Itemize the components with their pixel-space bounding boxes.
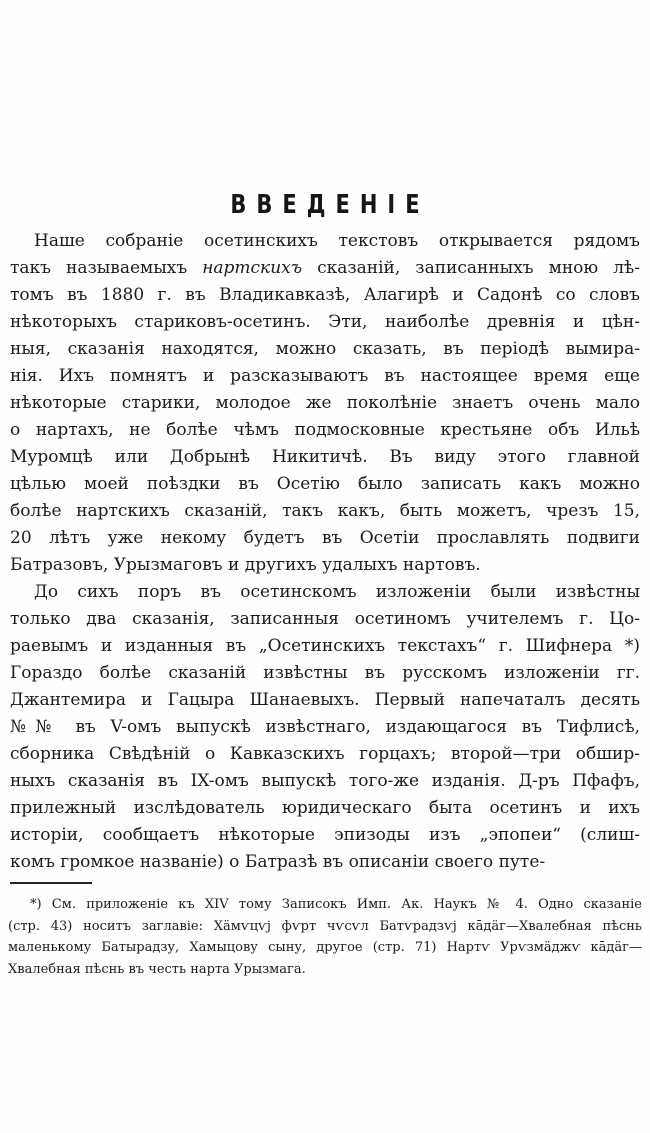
footnote-line: маленькому Батырадзу, Хамыцову сыну, другое (стр. 71) Нартѵ Урѵзмäджѵ кāдäг—: [8, 940, 642, 955]
text-line: Джантемира и Гацыра Шанаевыхъ. Первый напечаталъ десять: [10, 690, 640, 710]
footnote-line: (стр. 43) носитъ заглавіе: Хäмѵцѵj фѵрт чѵсѵл Батѵрадзѵj кāдäг—Хвалебная пѣснь: [8, 918, 642, 934]
text-segment: сказаній, записанныхъ мною лѣ-: [317, 258, 641, 278]
footnote: [8, 894, 642, 980]
body-text: [10, 228, 640, 876]
italic-term: нартскихъ: [202, 258, 303, 278]
text-line: о нартахъ, не болѣе чѣмъ подмосковные крестьяне объ Ильѣ: [10, 420, 640, 440]
text-line: ныхъ сказанія въ IX-омъ выпускѣ того-же изданія. Д-ръ Пфафъ,: [10, 771, 640, 791]
text-line: До сихъ поръ въ осетинскомъ изложеніи были извѣстны: [34, 582, 640, 602]
footnote-line: Хвалебная пѣснь въ честь нарта Урызмага.: [8, 961, 306, 977]
footnote-line: *) См. приложеніе къ XIV тому Записокъ Имп. Ак. Наукъ № 4. Одно сказаніе: [30, 897, 642, 912]
text-line: Гораздо болѣе сказаній извѣстны въ русскомъ изложеніи гг.: [10, 663, 640, 683]
text-line: нѣкоторыхъ стариковъ-осетинъ. Эти, наиболѣе древнія и цѣн-: [10, 312, 640, 332]
text-line: исторіи, сообщаетъ нѣкоторые эпизоды изъ „эпопеи“ (слиш-: [10, 825, 640, 845]
text-line: прилежный изслѣдователь юридическаго быта осетинъ и ихъ: [10, 798, 640, 818]
text-line: ныя, сказанія находятся, можно сказать, въ періодѣ вымира-: [10, 339, 640, 359]
text-line: Батразовъ, Урызмаговъ и другихъ удалыхъ нартовъ.: [10, 555, 481, 575]
text-line: сборника Свѣдѣній о Кавказскихъ горцахъ; второй—три обшир-: [10, 744, 640, 764]
text-line: болѣе нартскихъ сказаній, такъ какъ, быть можетъ, чрезъ 15,: [10, 501, 640, 521]
text-line: Муромцѣ или Добрынѣ Никитичѣ. Въ виду этого главной: [10, 447, 640, 467]
text-line: 20 лѣтъ уже некому будетъ въ Осетіи прославлять подвиги: [10, 528, 640, 548]
text-line: №№ въ V-омъ выпускѣ извѣстнаго, издающагося въ Тифлисѣ,: [10, 717, 640, 737]
text-line: [10, 255, 640, 282]
text-line: нѣкоторые старики, молодое же поколѣніе знаетъ очень мало: [10, 393, 640, 413]
text-line: комъ громкое названіе) о Батразѣ въ описаніи своего путе-: [10, 852, 546, 872]
text-line: нія. Ихъ помнятъ и разсказываютъ въ настоящее время еще: [10, 366, 640, 386]
text-line: Наше собраніе осетинскихъ текстовъ открывается рядомъ: [34, 231, 640, 251]
footnote-separator: [10, 882, 92, 884]
text-line: томъ въ 1880 г. въ Владикавказѣ, Алагирѣ и Садонѣ со словъ: [10, 285, 640, 305]
chapter-heading: ВВЕДЕНІЕ: [230, 190, 430, 220]
text-line: цѣлью моей поѣздки въ Осетію было записать какъ можно: [10, 474, 640, 494]
text-line: только два сказанія, записанныя осетиномъ учителемъ г. Цо-: [10, 609, 640, 629]
text-segment: такъ называемыхъ: [10, 258, 188, 278]
text-line: раевымъ и изданныя въ „Осетинскихъ текстахъ“ г. Шифнера *): [10, 636, 640, 656]
